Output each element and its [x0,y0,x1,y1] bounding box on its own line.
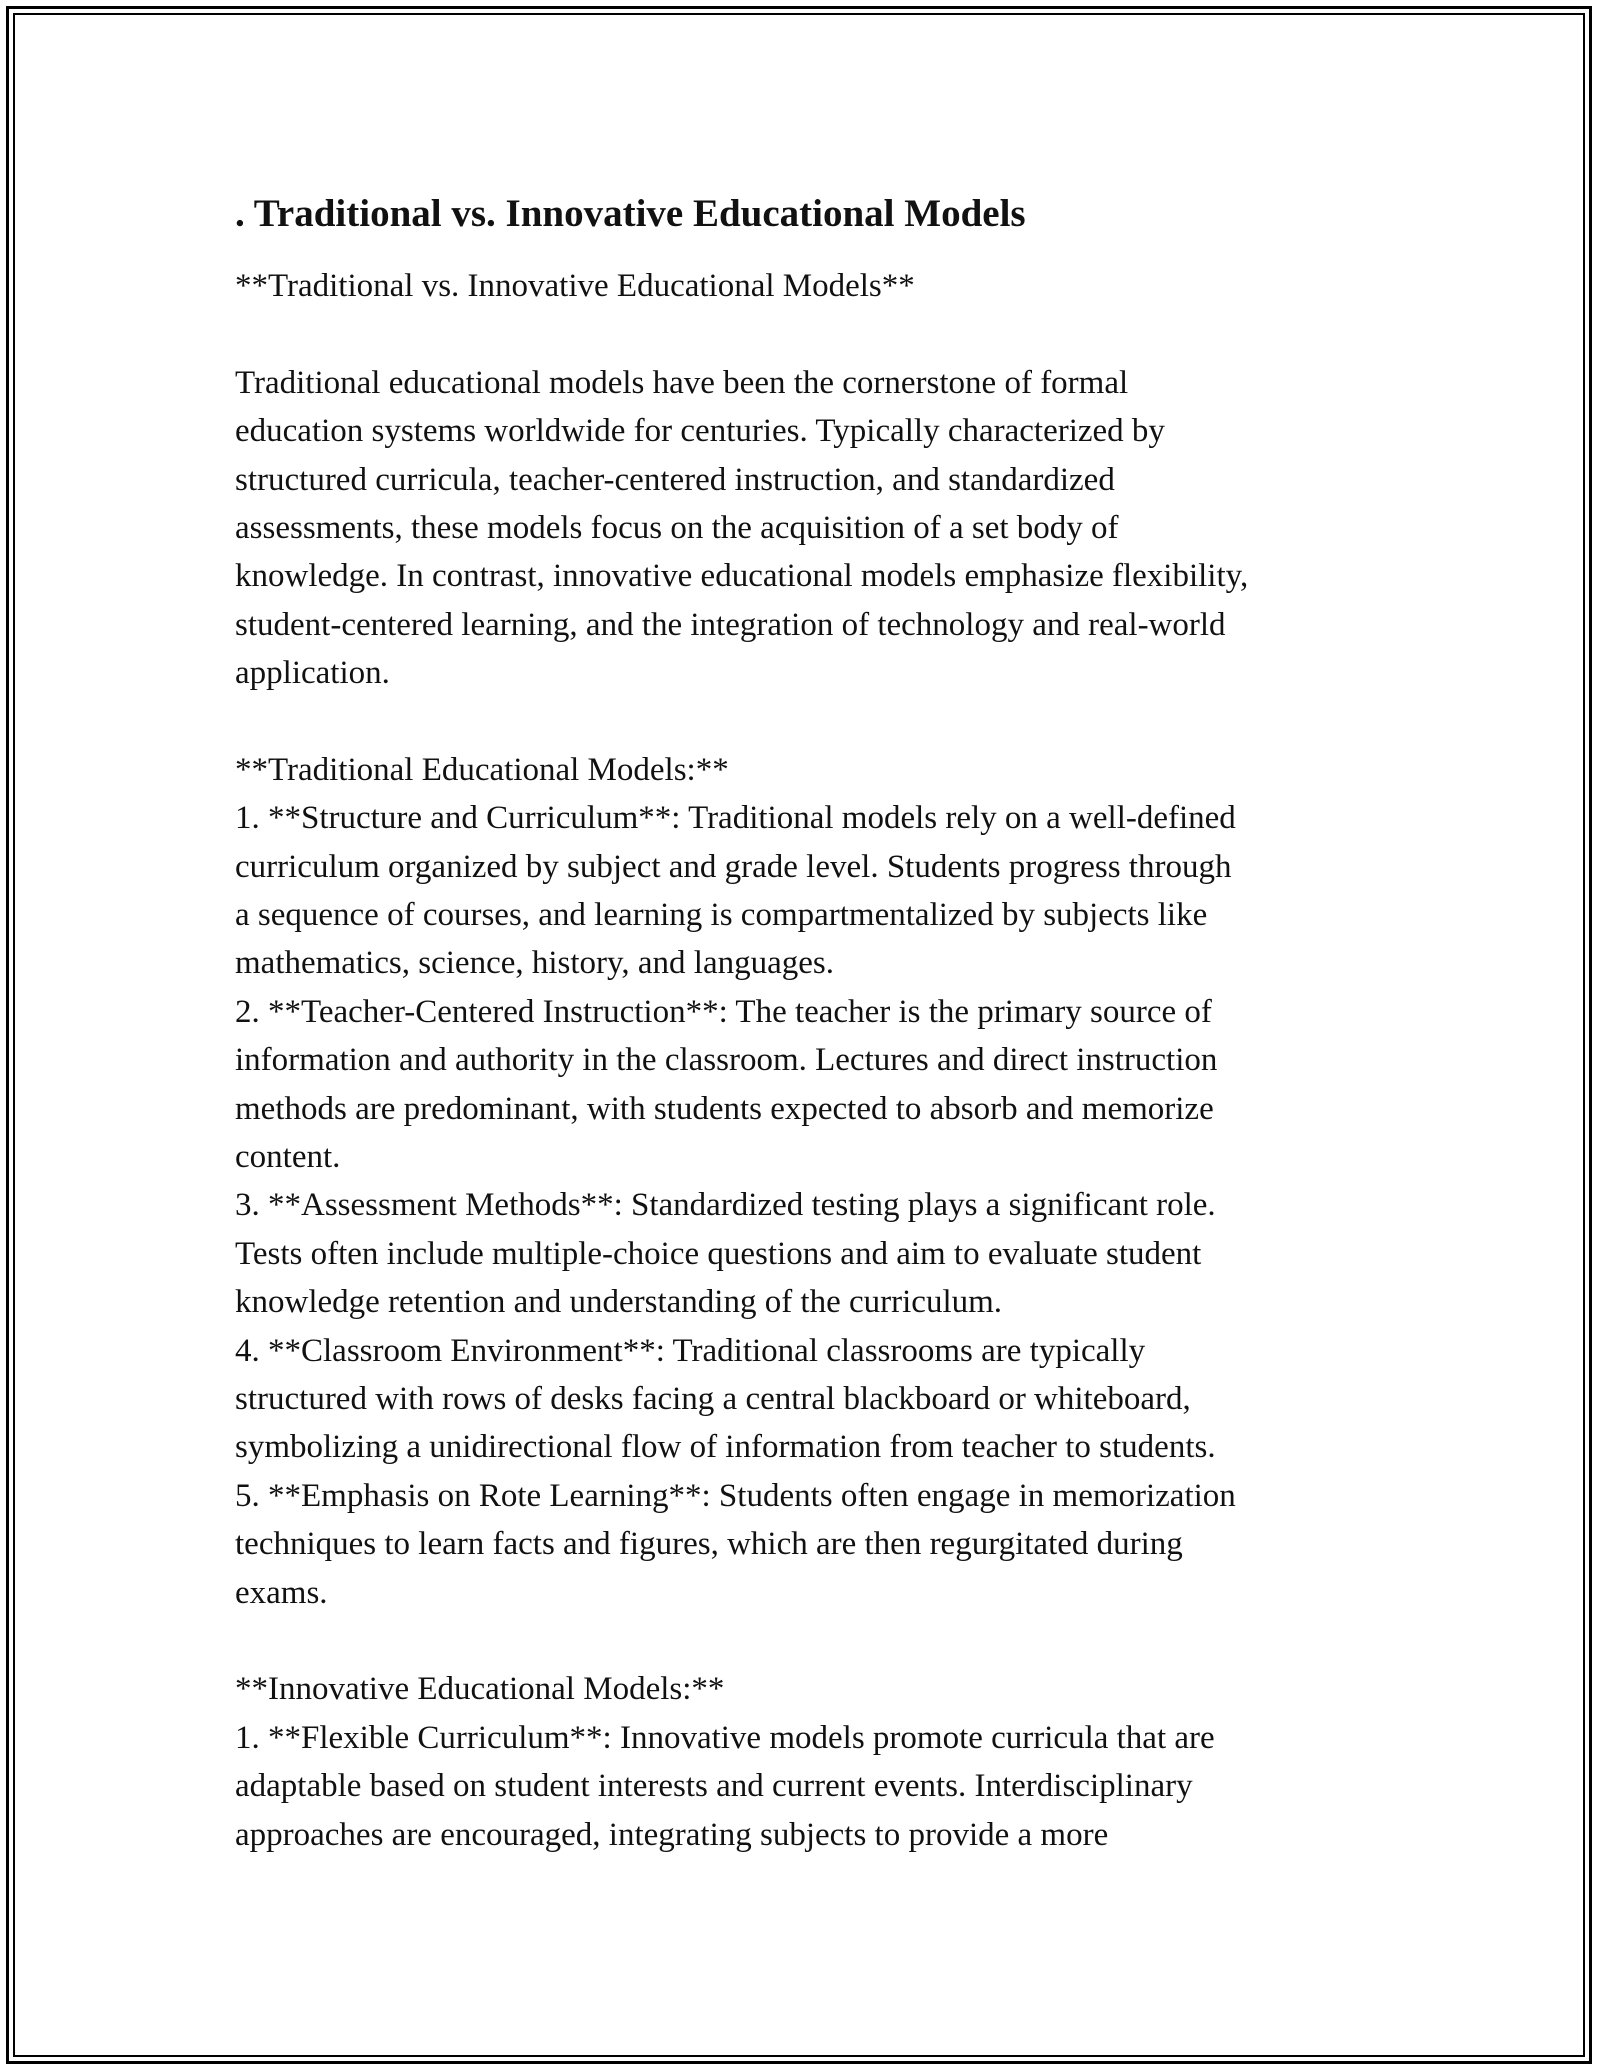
traditional-line: content. [235,1139,341,1176]
traditional-line: Tests often include multiple-choice questions and aim to evaluate student [235,1235,1202,1272]
intro-line: student-centered learning, and the integration of technology and real-world [235,606,1226,643]
traditional-heading: **Traditional Educational Models:** [235,751,729,788]
intro-line: Traditional educational models have been the cornerstone of formal [235,364,1129,401]
intro-line: structured curricula, teacher-centered instruction, and standardized [235,461,1115,498]
intro-paragraph [235,359,1375,698]
innovative-section [235,1665,1375,1859]
innovative-line: 1. **Flexible Curriculum**: Innovative models promote curricula that are [235,1719,1215,1756]
traditional-line: exams. [235,1574,328,1611]
innovative-line: approaches are encouraged, integrating subjects to provide a more [235,1816,1109,1853]
traditional-line: 3. **Assessment Methods**: Standardized testing plays a significant role. [235,1187,1216,1224]
intro-line: knowledge. In contrast, innovative educational models emphasize flexibility, [235,558,1249,595]
traditional-line: symbolizing a unidirectional flow of information from teacher to students. [235,1429,1216,1466]
traditional-line: 5. **Emphasis on Rote Learning**: Students often engage in memorization [235,1477,1236,1514]
document-title: . Traditional vs. Innovative Educational Models [235,192,1026,235]
traditional-line: information and authority in the classroom. Lectures and direct instruction [235,1042,1218,1079]
traditional-line: a sequence of courses, and learning is compartmentalized by subjects like [235,897,1208,934]
traditional-line: techniques to learn facts and figures, which are then regurgitated during [235,1526,1183,1563]
traditional-line: 1. **Structure and Curriculum**: Traditional models rely on a well-defined [235,800,1236,837]
document-subtitle: **Traditional vs. Innovative Educational Models** [235,268,915,304]
traditional-line: mathematics, science, history, and languages. [235,945,834,982]
traditional-line: 4. **Classroom Environment**: Traditional classrooms are typically [235,1332,1146,1369]
traditional-line: structured with rows of desks facing a central blackboard or whiteboard, [235,1380,1191,1417]
intro-line: assessments, these models focus on the acquisition of a set body of [235,509,1119,546]
innovative-heading: **Innovative Educational Models:** [235,1671,725,1708]
paragraph-gap [235,1617,1375,1665]
innovative-line: adaptable based on student interests and current events. Interdisciplinary [235,1768,1193,1805]
traditional-line: curriculum organized by subject and grade level. Students progress through [235,848,1232,885]
intro-line: application. [235,655,390,692]
document-body [235,190,1375,1859]
traditional-line: methods are predominant, with students expected to absorb and memorize [235,1090,1214,1127]
paragraph-gap [235,310,1375,358]
traditional-section [235,746,1375,1617]
intro-line: education systems worldwide for centuries. Typically characterized by [235,413,1165,450]
traditional-line: 2. **Teacher-Centered Instruction**: The teacher is the primary source of [235,993,1212,1030]
traditional-line: knowledge retention and understanding of the curriculum. [235,1284,1003,1321]
paragraph-gap [235,698,1375,746]
